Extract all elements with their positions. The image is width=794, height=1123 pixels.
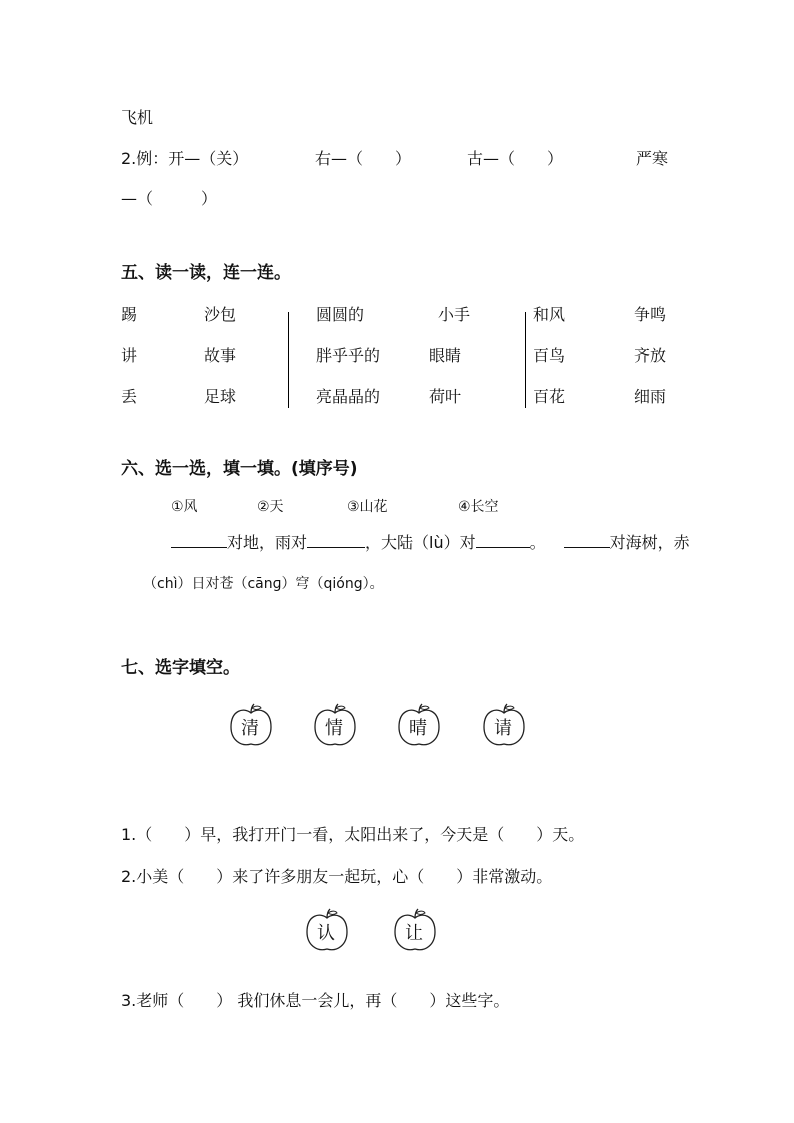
answer-blank[interactable]: [307, 546, 365, 548]
antonym-example: 2.例：开—（关）: [121, 149, 249, 168]
fill-text: 。: [529, 533, 546, 552]
apple-char-option[interactable]: [228, 703, 274, 749]
match-right: 故事: [204, 346, 237, 365]
section6-title: 六、选一选，填一填。(填序号): [121, 459, 358, 479]
match-right: 争鸣: [634, 305, 667, 324]
fill-line-1: [171, 535, 690, 551]
apple-char: 晴: [409, 718, 427, 739]
column-divider: [288, 312, 289, 408]
match-right: 沙包: [204, 305, 237, 324]
antonym-item-cold-blank: —（ ）: [121, 189, 218, 208]
apple-char-option[interactable]: [396, 703, 442, 749]
section5-title: 五、读一读，连一连。: [121, 263, 291, 283]
match-left: 百花: [533, 387, 566, 406]
match-right: 齐放: [634, 346, 667, 365]
match-right: 眼睛: [429, 346, 462, 365]
apple-char: 认: [317, 923, 335, 944]
apple-char-option[interactable]: [312, 703, 358, 749]
fill-text: 对地，雨对: [227, 533, 308, 552]
text-line-airplane: 飞机: [121, 108, 154, 127]
option-item: ③山花: [347, 499, 388, 515]
question-1: 1.（ ）早，我打开门一看，太阳出来了，今天是（ ）天。: [121, 825, 585, 844]
fill-line-2: （chì）日对苍（cānɡ）穹（qióng）。: [143, 576, 384, 592]
column-divider: [525, 312, 526, 408]
answer-blank[interactable]: [171, 546, 227, 548]
section7-title: 七、选字填空。: [121, 658, 240, 678]
apple-char-option[interactable]: [304, 908, 350, 954]
match-right: 细雨: [634, 387, 667, 406]
match-right: 足球: [204, 387, 237, 406]
answer-blank[interactable]: [564, 546, 610, 548]
question-2: 2.小美（ ）来了许多朋友一起玩，心（ ）非常激动。: [121, 867, 553, 886]
answer-blank[interactable]: [476, 546, 530, 548]
match-left: 圆圆的: [316, 305, 365, 324]
apple-char: 请: [494, 718, 512, 739]
match-left: 百鸟: [533, 346, 566, 365]
match-left: 和风: [533, 305, 566, 324]
option-item: ②天: [257, 499, 284, 515]
fill-text: 对海树，赤: [609, 533, 690, 552]
match-right: 荷叶: [429, 387, 462, 406]
apple-char-option[interactable]: [481, 703, 527, 749]
question-3: 3.老师（ ） 我们休息一会儿，再（ ）这些字。: [121, 991, 510, 1010]
apple-char: 清: [241, 718, 259, 739]
match-left: 胖乎乎的: [316, 346, 381, 365]
apple-char-option[interactable]: [392, 908, 438, 954]
fill-text: ，大陆（lù）对: [365, 533, 476, 552]
match-left: 讲: [121, 346, 138, 365]
match-left: 踢: [121, 305, 138, 324]
option-item: ①风: [171, 499, 198, 515]
antonym-item-ancient: 古—（ ）: [467, 149, 564, 168]
apple-char: 情: [325, 718, 343, 739]
match-left: 亮晶晶的: [316, 387, 381, 406]
match-left: 丢: [121, 387, 138, 406]
apple-char: 让: [405, 923, 423, 944]
antonym-item-cold: 严寒: [636, 149, 669, 168]
option-item: ④长空: [458, 499, 499, 515]
antonym-item-right: 右—（ ）: [315, 149, 412, 168]
match-right: 小手: [438, 305, 471, 324]
